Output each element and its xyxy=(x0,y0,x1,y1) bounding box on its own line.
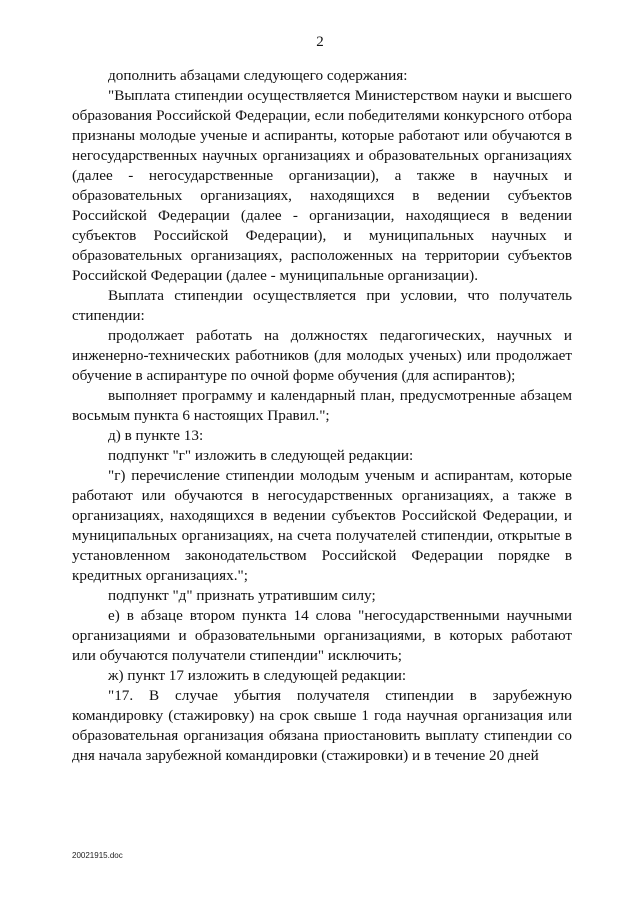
document-body xyxy=(72,66,572,766)
paragraph-transfer: "г) перечисление стипендии молодым ученым и аспирантам, которые работают или обучаются в негосударственных организациях, а также в организациях, находящихся в ведении субъектов Российской Федерации, и муниципальных организациях, на счета получателей стипендии, открытые в установленном законодательством Российской Федерации порядке в кредитных организациях."; xyxy=(72,467,572,584)
paragraph-stipend-payment: "Выплата стипендии осуществляется Министерством науки и высшего образования Российской Федерации, если победителями конкурсного отбора признаны молодые ученые и аспиранты, которые работают или обучаются в негосударственных научных организациях и образовательных организациях (далее - негосударственные организации), а также в научных и образовательных организациях, находящихся в ведении субъектов Российской Федерации (далее - организации, находящиеся в ведении субъектов Российской Федерации), и муниципальных научных и образовательных организациях, расположенных на территории субъектов Российской Федерации (далее - муниципальные организации). xyxy=(72,87,572,284)
paragraph-intro: дополнить абзацами следующего содержания: xyxy=(108,67,408,84)
document-filename: 20021915.doc xyxy=(72,851,123,860)
paragraph-item-e: е) в абзаце втором пункта 14 слова "негосударственными научными организациями и образовательными организациями, в которых работают или обучаются получатели стипендии" исключить; xyxy=(72,607,572,664)
paragraph-condition: Выплата стипендии осуществляется при условии, что получатель стипендии: xyxy=(72,287,572,324)
paragraph-item-zh: ж) пункт 17 изложить в следующей редакции: xyxy=(108,667,407,684)
paragraph-subitem-g: подпункт "г" изложить в следующей редакции: xyxy=(108,447,414,464)
page-number: 2 xyxy=(316,34,324,50)
paragraph-subitem-d: подпункт "д" признать утратившим силу; xyxy=(108,587,376,604)
paragraph-continue-work: продолжает работать на должностях педагогических, научных и инженерно-технических работников (для молодых ученых) или продолжает обучение в аспирантуре по очной форме обучения (для аспирантов); xyxy=(72,327,572,384)
paragraph-item-d: д) в пункте 13: xyxy=(108,427,204,444)
paragraph-item-17: "17. В случае убытия получателя стипендии в зарубежную командировку (стажировку) на срок свыше 1 года научная организация или образовательная организация обязана приостановить выплату стипендии со дня начала зарубежной командировки (стажировки) и в течение 20 дней xyxy=(72,687,572,764)
paragraph-fulfill-program: выполняет программу и календарный план, предусмотренные абзацем восьмым пункта 6 настоящих Правил."; xyxy=(72,387,572,424)
